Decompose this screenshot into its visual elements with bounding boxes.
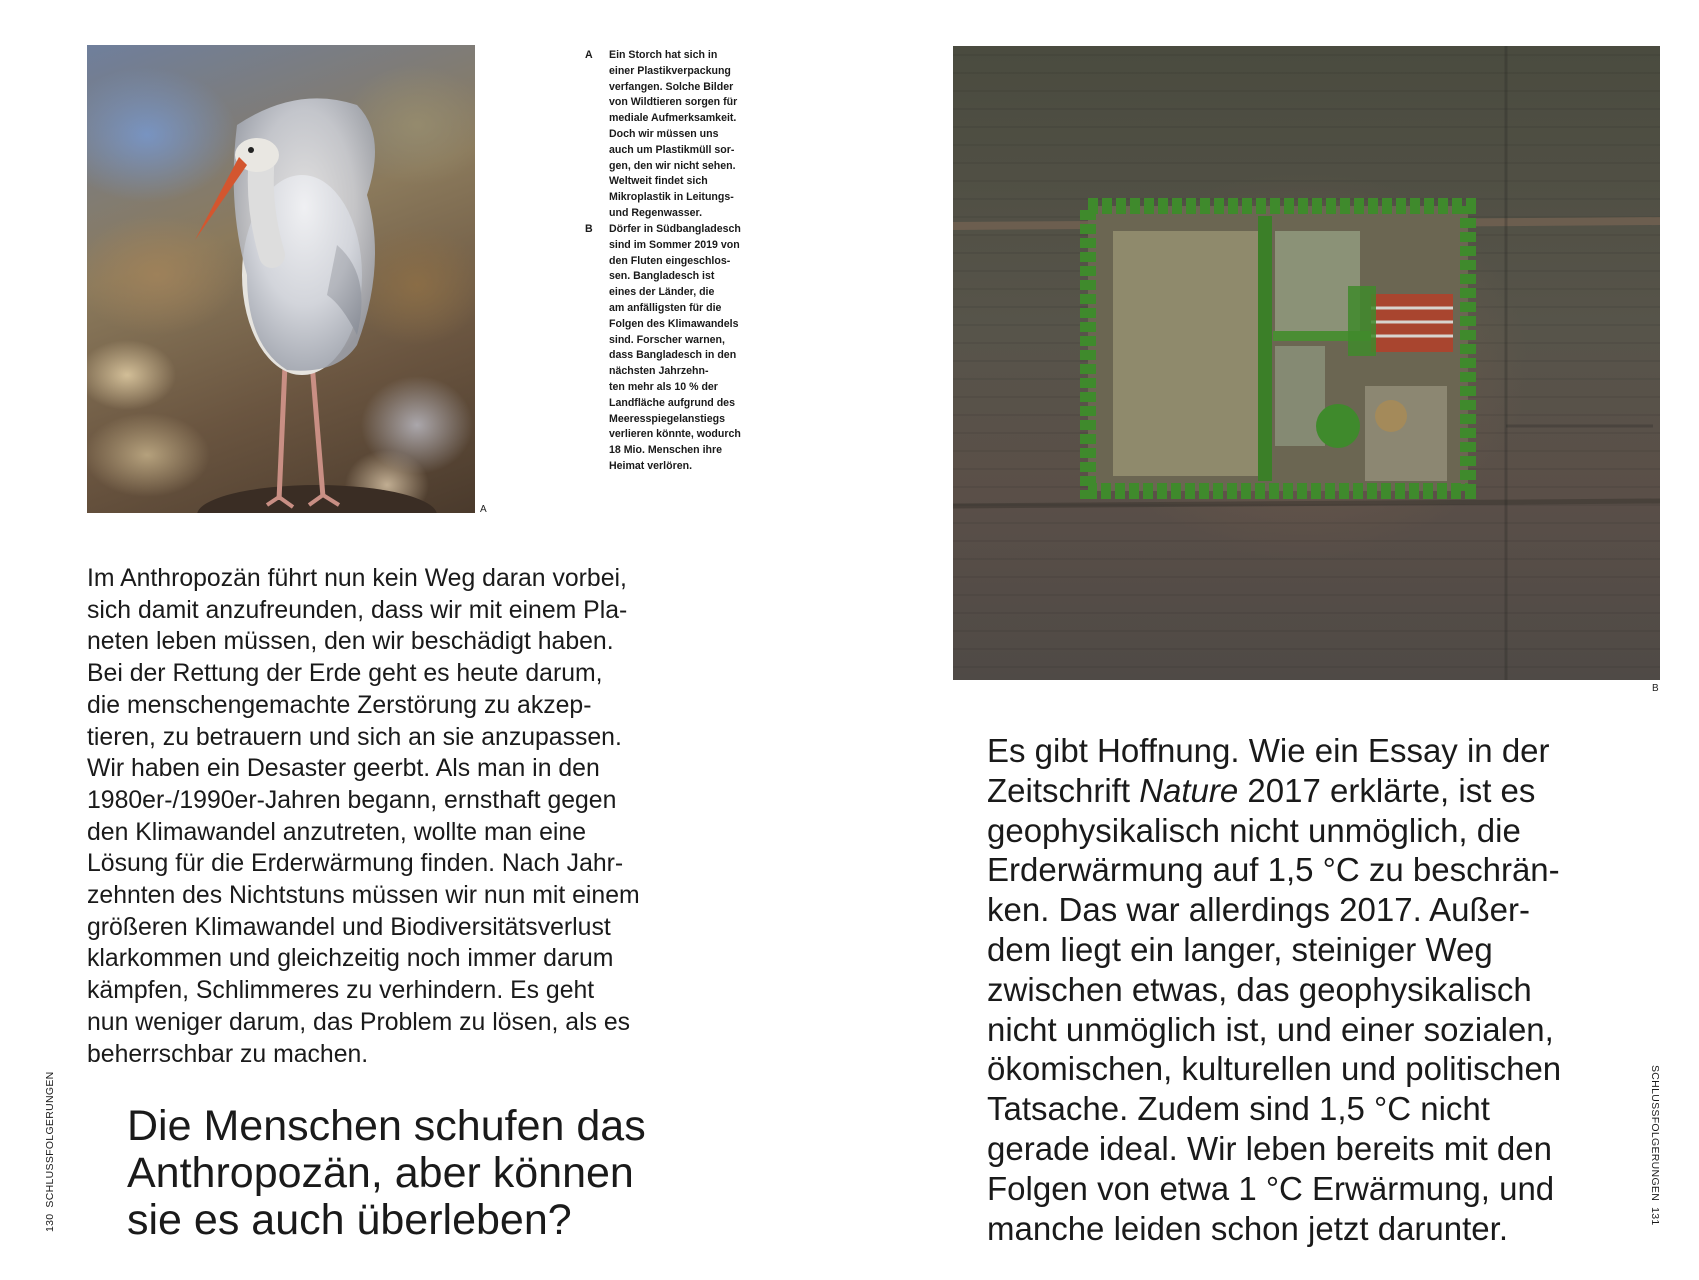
caption-b-label: B bbox=[585, 223, 593, 235]
body-line bbox=[987, 771, 1627, 811]
body-line: Tatsache. Zudem sind 1,5 °C nicht bbox=[987, 1090, 1490, 1128]
caption-b-text bbox=[609, 222, 759, 475]
body-line: zwischen etwas, das geophysikalisch bbox=[987, 970, 1532, 1008]
body-line: ökomischen, kulturellen und politischen bbox=[987, 1050, 1562, 1088]
caption-line: Ein Storch hat sich in bbox=[609, 49, 718, 61]
caption-line: verfangen. Solche Bilder bbox=[609, 80, 734, 93]
pull-quote bbox=[127, 1103, 747, 1244]
caption-line: Mikroplastik in Leitungs- bbox=[609, 191, 734, 204]
body-line: manche leiden schon jetzt darunter. bbox=[987, 1209, 1508, 1247]
stork-illustration bbox=[87, 45, 475, 513]
body-line: tieren, zu betrauern und sich an sie anzupassen. bbox=[87, 723, 622, 751]
body-line: gerade ideal. Wir leben bereits mit den bbox=[987, 1129, 1552, 1167]
caption-line: 18 Mio. Menschen ihre bbox=[609, 444, 723, 457]
caption-line: von Wildtieren sorgen für bbox=[609, 96, 738, 109]
body-line: beherrschbar zu machen. bbox=[87, 1040, 369, 1068]
caption-line: dass Bangladesch in den bbox=[609, 349, 737, 362]
section-title-right: SCHLUSSFOLGERUNGEN bbox=[1649, 1065, 1661, 1202]
body-line: Folgen von etwa 1 °C Erwärmung, und bbox=[987, 1169, 1555, 1207]
caption-line: verlieren könnte, wodurch bbox=[609, 428, 741, 441]
pull-quote-line: Anthropozän, aber können bbox=[127, 1149, 634, 1197]
caption-line: Landfläche aufgrund des bbox=[609, 396, 735, 409]
body-line: Wir haben ein Desaster geerbt. Als man in den bbox=[87, 755, 600, 783]
caption-line: den Fluten eingeschlos- bbox=[609, 254, 731, 267]
running-head-left bbox=[44, 1071, 56, 1238]
caption-line: Dörfer in Südbangladesch bbox=[609, 223, 741, 235]
caption-b bbox=[585, 222, 765, 482]
body-line: Lösung für die Erderwärmung finden. Nach Jahr- bbox=[87, 850, 624, 878]
caption-a bbox=[585, 48, 765, 228]
body-line: die menschengemachte Zerstörung zu akzep- bbox=[87, 691, 592, 719]
body-line: klarkommen und gleichzeitig noch immer darum bbox=[87, 945, 614, 973]
caption-a-label: A bbox=[585, 49, 593, 61]
body-line: Bei der Rettung der Erde geht es heute darum, bbox=[87, 660, 603, 688]
stork-in-plastic-photo bbox=[87, 45, 475, 513]
caption-line: gen, den wir nicht sehen. bbox=[609, 159, 736, 172]
caption-line: sind. Forscher warnen, bbox=[609, 333, 725, 346]
photo-b-label: B bbox=[1652, 683, 1659, 694]
body-line: den Klimawandel anzutreten, wollte man eine bbox=[87, 818, 586, 846]
body-line: ken. Das war allerdings 2017. Außer- bbox=[987, 891, 1530, 929]
right-body-text bbox=[987, 731, 1627, 1248]
body-fragment: Zeitschrift bbox=[987, 771, 1140, 809]
caption-line: eines der Länder, die bbox=[609, 286, 715, 299]
journal-title: Nature bbox=[1139, 771, 1239, 809]
body-line: dem liegt ein langer, steiniger Weg bbox=[987, 930, 1493, 968]
page-number-left: 130 bbox=[44, 1213, 56, 1232]
body-line: geophysikalisch nicht unmöglich, die bbox=[987, 811, 1521, 849]
running-head-right bbox=[1649, 1065, 1661, 1232]
body-line: nun weniger darum, das Problem zu lösen, als es bbox=[87, 1008, 631, 1036]
caption-line: ten mehr als 10 % der bbox=[609, 380, 718, 393]
caption-line: einer Plastikverpackung bbox=[609, 64, 731, 77]
aerial-flooded-homestead-photo bbox=[953, 46, 1660, 680]
body-fragment: 2017 erklärte, ist es bbox=[1238, 771, 1536, 809]
caption-line: nächsten Jahrzehn- bbox=[609, 365, 709, 378]
caption-line: sen. Bangladesch ist bbox=[609, 270, 715, 283]
caption-line: Doch wir müssen uns bbox=[609, 127, 719, 140]
pull-quote-line: Die Menschen schufen das bbox=[127, 1102, 646, 1150]
caption-line: mediale Aufmerksamkeit. bbox=[609, 112, 737, 125]
body-line: sich damit anzufreunden, dass wir mit einem Pla- bbox=[87, 596, 628, 624]
body-line: Es gibt Hoffnung. Wie ein Essay in der bbox=[987, 732, 1550, 769]
caption-line: sind im Sommer 2019 von bbox=[609, 238, 740, 251]
left-body-text bbox=[87, 563, 727, 1070]
caption-line: Meeresspiegelanstiegs bbox=[609, 412, 725, 425]
caption-line: Folgen des Klimawandels bbox=[609, 317, 739, 330]
caption-line: am anfälligsten für die bbox=[609, 301, 722, 314]
photo-a-label: A bbox=[480, 504, 487, 515]
body-line: Im Anthropozän führt nun kein Weg daran vorbei, bbox=[87, 565, 627, 592]
aerial-illustration bbox=[953, 46, 1660, 680]
caption-line: Heimat verlören. bbox=[609, 459, 693, 472]
caption-line: Weltweit findet sich bbox=[609, 175, 708, 188]
body-line: Erderwärmung auf 1,5 °C zu beschrän- bbox=[987, 851, 1560, 889]
pull-quote-line: sie es auch überleben? bbox=[127, 1196, 572, 1244]
body-line: kämpfen, Schlimmeres zu verhindern. Es geht bbox=[87, 977, 595, 1005]
body-line: neten leben müssen, den wir beschädigt haben. bbox=[87, 628, 614, 656]
page-number-right: 131 bbox=[1649, 1207, 1661, 1226]
body-line: 1980er-/1990er-Jahren begann, ernsthaft gegen bbox=[87, 786, 617, 814]
body-line: nicht unmöglich ist, und einer sozialen, bbox=[987, 1010, 1554, 1048]
section-title-left: SCHLUSSFOLGERUNGEN bbox=[44, 1071, 56, 1208]
body-line: größeren Klimawandel und Biodiversitätsverlust bbox=[87, 913, 611, 941]
caption-a-text bbox=[609, 48, 759, 222]
body-line: zehnten des Nichtstuns müssen wir nun mit einem bbox=[87, 882, 640, 910]
caption-line: und Regenwasser. bbox=[609, 206, 703, 219]
caption-line: auch um Plastikmüll sor- bbox=[609, 143, 735, 156]
